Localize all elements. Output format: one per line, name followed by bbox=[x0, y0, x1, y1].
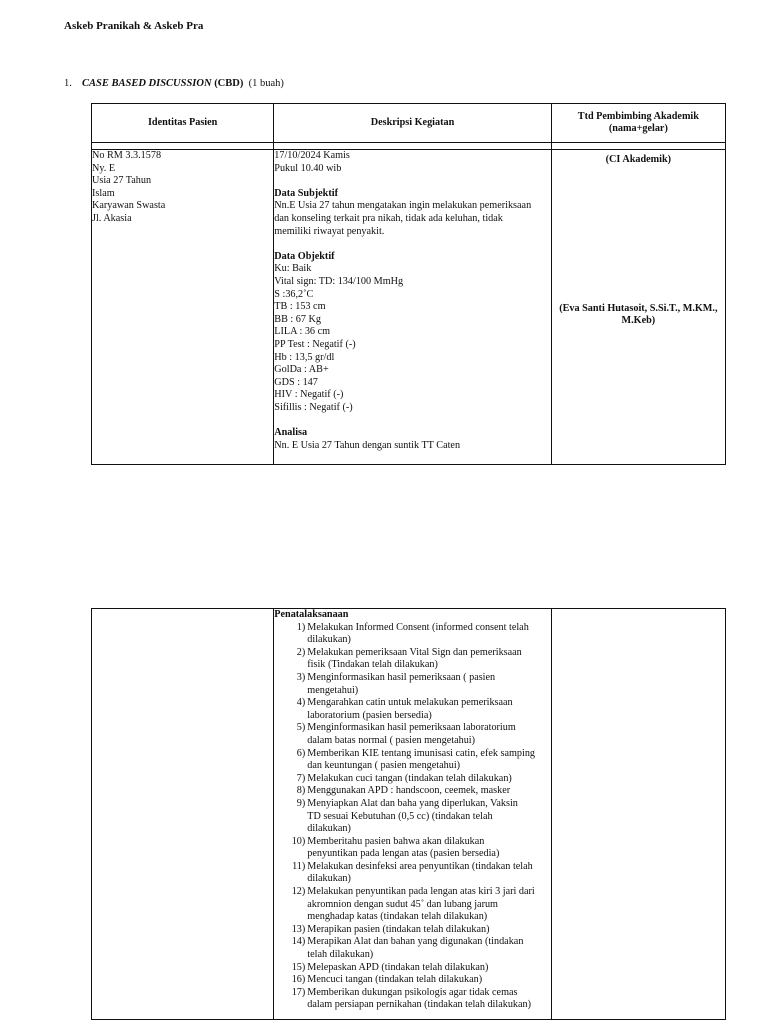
visit-date: 17/10/2024 Kamis bbox=[274, 150, 350, 161]
list-item bbox=[274, 974, 550, 987]
list-item-number: 14) bbox=[291, 936, 306, 948]
list-item-number: 6) bbox=[296, 747, 306, 759]
patient-identity-line: Jl. Akasia bbox=[92, 212, 132, 224]
list-item-number: 15) bbox=[291, 961, 306, 973]
objektif-list bbox=[274, 263, 550, 414]
objektif-line: Vital sign: TD: 134/100 MmHg bbox=[274, 275, 404, 287]
header-deskripsi: Deskripsi Kegiatan bbox=[274, 104, 551, 143]
list-item-text: Memberikan dukungan psikologis agar tidak cemas bbox=[307, 986, 518, 998]
list-item bbox=[274, 647, 550, 672]
list-item-text: fisik (Tindakan telah dilakukan) bbox=[307, 659, 438, 671]
table-row bbox=[92, 150, 726, 465]
header-ttd bbox=[551, 104, 725, 143]
plan-title: Penatalaksanaan bbox=[274, 609, 349, 620]
list-item-text: dalam batas normal ( pasien mengetahui) bbox=[307, 734, 476, 746]
supervisor-name-line2: M.Keb) bbox=[621, 315, 656, 327]
list-item-text: Menggunakan APD : handscoon, ceemek, masker bbox=[307, 785, 511, 797]
list-item-number: 1) bbox=[296, 621, 306, 633]
objektif-line: Ku: Baik bbox=[274, 263, 312, 275]
patient-identity-line: Karyawan Swasta bbox=[92, 200, 166, 212]
list-item-text: Melakukan pemeriksaan Vital Sign dan pemeriksaan bbox=[307, 646, 522, 658]
list-item-number: 8) bbox=[296, 785, 306, 797]
list-item bbox=[274, 722, 550, 747]
document-heading: Askeb Pranikah & Askeb Pra bbox=[64, 20, 204, 32]
list-item-text: Memberitahu pasien bahwa akan dilakukan bbox=[307, 835, 485, 847]
list-item bbox=[274, 773, 550, 786]
list-item-number: 17) bbox=[291, 986, 306, 998]
patient-identity-line: Usia 27 Tahun bbox=[92, 175, 152, 187]
list-item-text: Mengarahkan catin untuk melakukan pemeriksaan bbox=[307, 697, 513, 709]
list-item bbox=[274, 936, 550, 961]
list-item-number: 12) bbox=[291, 886, 306, 898]
list-item-text: Mencuci tangan (tindakan telah dilakukan) bbox=[307, 974, 483, 986]
list-item-text: dalam persiapan pernikahan (tindakan telah dilakukan) bbox=[307, 999, 532, 1011]
objektif-line: TB : 153 cm bbox=[274, 301, 326, 313]
patient-identity-list bbox=[92, 150, 273, 226]
list-item-text: Melakukan cuci tangan (tindakan telah dilakukan) bbox=[307, 772, 512, 784]
objektif-line: GDS : 147 bbox=[274, 376, 318, 388]
list-item bbox=[274, 861, 550, 886]
plan-table bbox=[91, 608, 726, 1020]
list-item-text: Menyiapkan Alat dan baha yang diperlukan, Vaksin bbox=[307, 797, 518, 809]
section-number: 1. bbox=[64, 78, 72, 89]
list-item-text: akromnion dengan sudut 45˚ dan lubang jarum bbox=[307, 898, 498, 910]
list-item-number: 10) bbox=[291, 835, 306, 847]
list-item-text: mengetahui) bbox=[307, 684, 359, 696]
activity-description-cell bbox=[274, 150, 551, 465]
objektif-line: S :36,2˚C bbox=[274, 288, 314, 300]
section-count: (1 buah) bbox=[248, 78, 284, 89]
subjektif-line: Nn.E Usia 27 tahun mengatakan ingin melakukan pemeriksaan bbox=[274, 200, 532, 212]
objektif-line: Sifillis : Negatif (-) bbox=[274, 401, 353, 413]
objektif-line: GolDa : AB+ bbox=[274, 364, 329, 376]
subjektif-title: Data Subjektif bbox=[274, 187, 338, 199]
list-item-text: Melepaskan APD (tindakan telah dilakukan) bbox=[307, 961, 489, 973]
list-item bbox=[274, 622, 550, 647]
list-item-text: dan keuntungan ( pasien mengetahui) bbox=[307, 760, 461, 772]
list-item-text: menghadap katas (tindakan telah dilakukan) bbox=[307, 911, 488, 923]
patient-identity-line: No RM 3.3.1578 bbox=[92, 150, 162, 161]
list-item bbox=[274, 672, 550, 697]
list-item bbox=[274, 697, 550, 722]
cbd-table bbox=[91, 103, 726, 465]
list-item bbox=[274, 836, 550, 861]
list-item bbox=[274, 748, 550, 773]
spacer-row bbox=[92, 143, 726, 150]
table-row bbox=[92, 609, 726, 1020]
list-item bbox=[274, 798, 550, 836]
list-item-text: Melakukan Informed Consent (informed consent telah bbox=[307, 621, 529, 633]
patient-identity-line: Ny. E bbox=[92, 162, 116, 174]
supervisor-name-line1: (Eva Santi Hutasoit, S.Si.T., M.KM., bbox=[559, 302, 718, 314]
section-title-abbr: (CBD) bbox=[214, 78, 244, 89]
list-item-text: Merapikan pasien (tindakan telah dilakukan) bbox=[307, 923, 490, 935]
list-item bbox=[274, 924, 550, 937]
list-item-text: laboratorium (pasien bersedia) bbox=[307, 709, 432, 721]
list-item-text: penyuntikan pada lengan atas (pasien bersedia) bbox=[307, 848, 500, 860]
objektif-line: BB : 67 Kg bbox=[274, 313, 321, 325]
list-item-text: Melakukan desinfeksi area penyuntikan (tindakan telah bbox=[307, 860, 533, 872]
analisa-text: Nn. E Usia 27 Tahun dengan suntik TT Caten bbox=[274, 439, 461, 451]
table-header-row bbox=[92, 104, 726, 143]
list-item-number: 5) bbox=[296, 722, 306, 734]
plan-list bbox=[274, 622, 550, 1012]
list-item-text: dilakukan) bbox=[307, 823, 351, 835]
list-item-text: Merapikan Alat dan bahan yang digunakan (tindakan bbox=[307, 936, 524, 948]
list-item-text: TD sesuai Kebutuhan (0,5 cc) (tindakan telah bbox=[307, 810, 493, 822]
header-identitas: Identitas Pasien bbox=[92, 104, 274, 143]
list-item-number: 13) bbox=[291, 923, 306, 935]
objektif-line: PP Test : Negatif (-) bbox=[274, 338, 356, 350]
list-item bbox=[274, 785, 550, 798]
header-ttd-line1: Ttd Pembimbing Akademik bbox=[577, 111, 699, 122]
list-item-number: 4) bbox=[296, 697, 306, 709]
list-item-text: Memberikan KIE tentang imunisasi catin, efek samping bbox=[307, 747, 536, 759]
list-item-text: Melakukan penyuntikan pada lengan atas kiri 3 jari dari bbox=[307, 886, 535, 898]
visit-time: Pukul 10.40 wib bbox=[274, 162, 342, 174]
analisa-title: Analisa bbox=[274, 427, 308, 439]
list-item-number: 16) bbox=[291, 974, 306, 986]
list-item-text: telah dilakukan) bbox=[307, 949, 374, 961]
plan-cell bbox=[274, 609, 551, 1020]
objektif-title: Data Objektif bbox=[274, 250, 335, 262]
signature-cell bbox=[551, 150, 725, 465]
list-item-text: dilakukan) bbox=[307, 634, 351, 646]
ci-academic-label: (CI Akademik) bbox=[605, 154, 672, 165]
list-item-text: dilakukan) bbox=[307, 873, 351, 885]
header-ttd-line2: (nama+gelar) bbox=[608, 123, 668, 134]
list-item-number: 7) bbox=[296, 772, 306, 784]
subjektif-line: memiliki riwayat penyakit. bbox=[274, 225, 385, 237]
list-item-number: 3) bbox=[296, 671, 306, 683]
list-item-number: 11) bbox=[292, 860, 306, 872]
subjektif-text bbox=[274, 200, 550, 238]
patient-identity-cell bbox=[92, 150, 274, 465]
plan-empty-cell bbox=[92, 609, 274, 1020]
list-item bbox=[274, 987, 550, 1012]
list-item-text: Menginformasikan hasil pemeriksaan ( pasien bbox=[307, 671, 496, 683]
subjektif-line: dan konseling terkait pra nikah, tidak ada keluhan, tidak bbox=[274, 212, 503, 224]
list-item-number: 9) bbox=[296, 797, 306, 809]
list-item-number: 2) bbox=[296, 646, 306, 658]
supervisor-name bbox=[552, 303, 725, 328]
objektif-line: LILA : 36 cm bbox=[274, 326, 331, 338]
list-item-text: Menginformasikan hasil pemeriksaan laboratorium bbox=[307, 722, 516, 734]
objektif-line: HIV : Negatif (-) bbox=[274, 389, 344, 401]
plan-signature-cell bbox=[551, 609, 725, 1020]
patient-identity-line: Islam bbox=[92, 187, 115, 199]
list-item bbox=[274, 962, 550, 975]
section-title-italic: CASE BASED DISCUSSION bbox=[82, 78, 212, 89]
section-title bbox=[64, 78, 284, 89]
objektif-line: Hb : 13,5 gr/dl bbox=[274, 351, 335, 363]
list-item bbox=[274, 886, 550, 924]
